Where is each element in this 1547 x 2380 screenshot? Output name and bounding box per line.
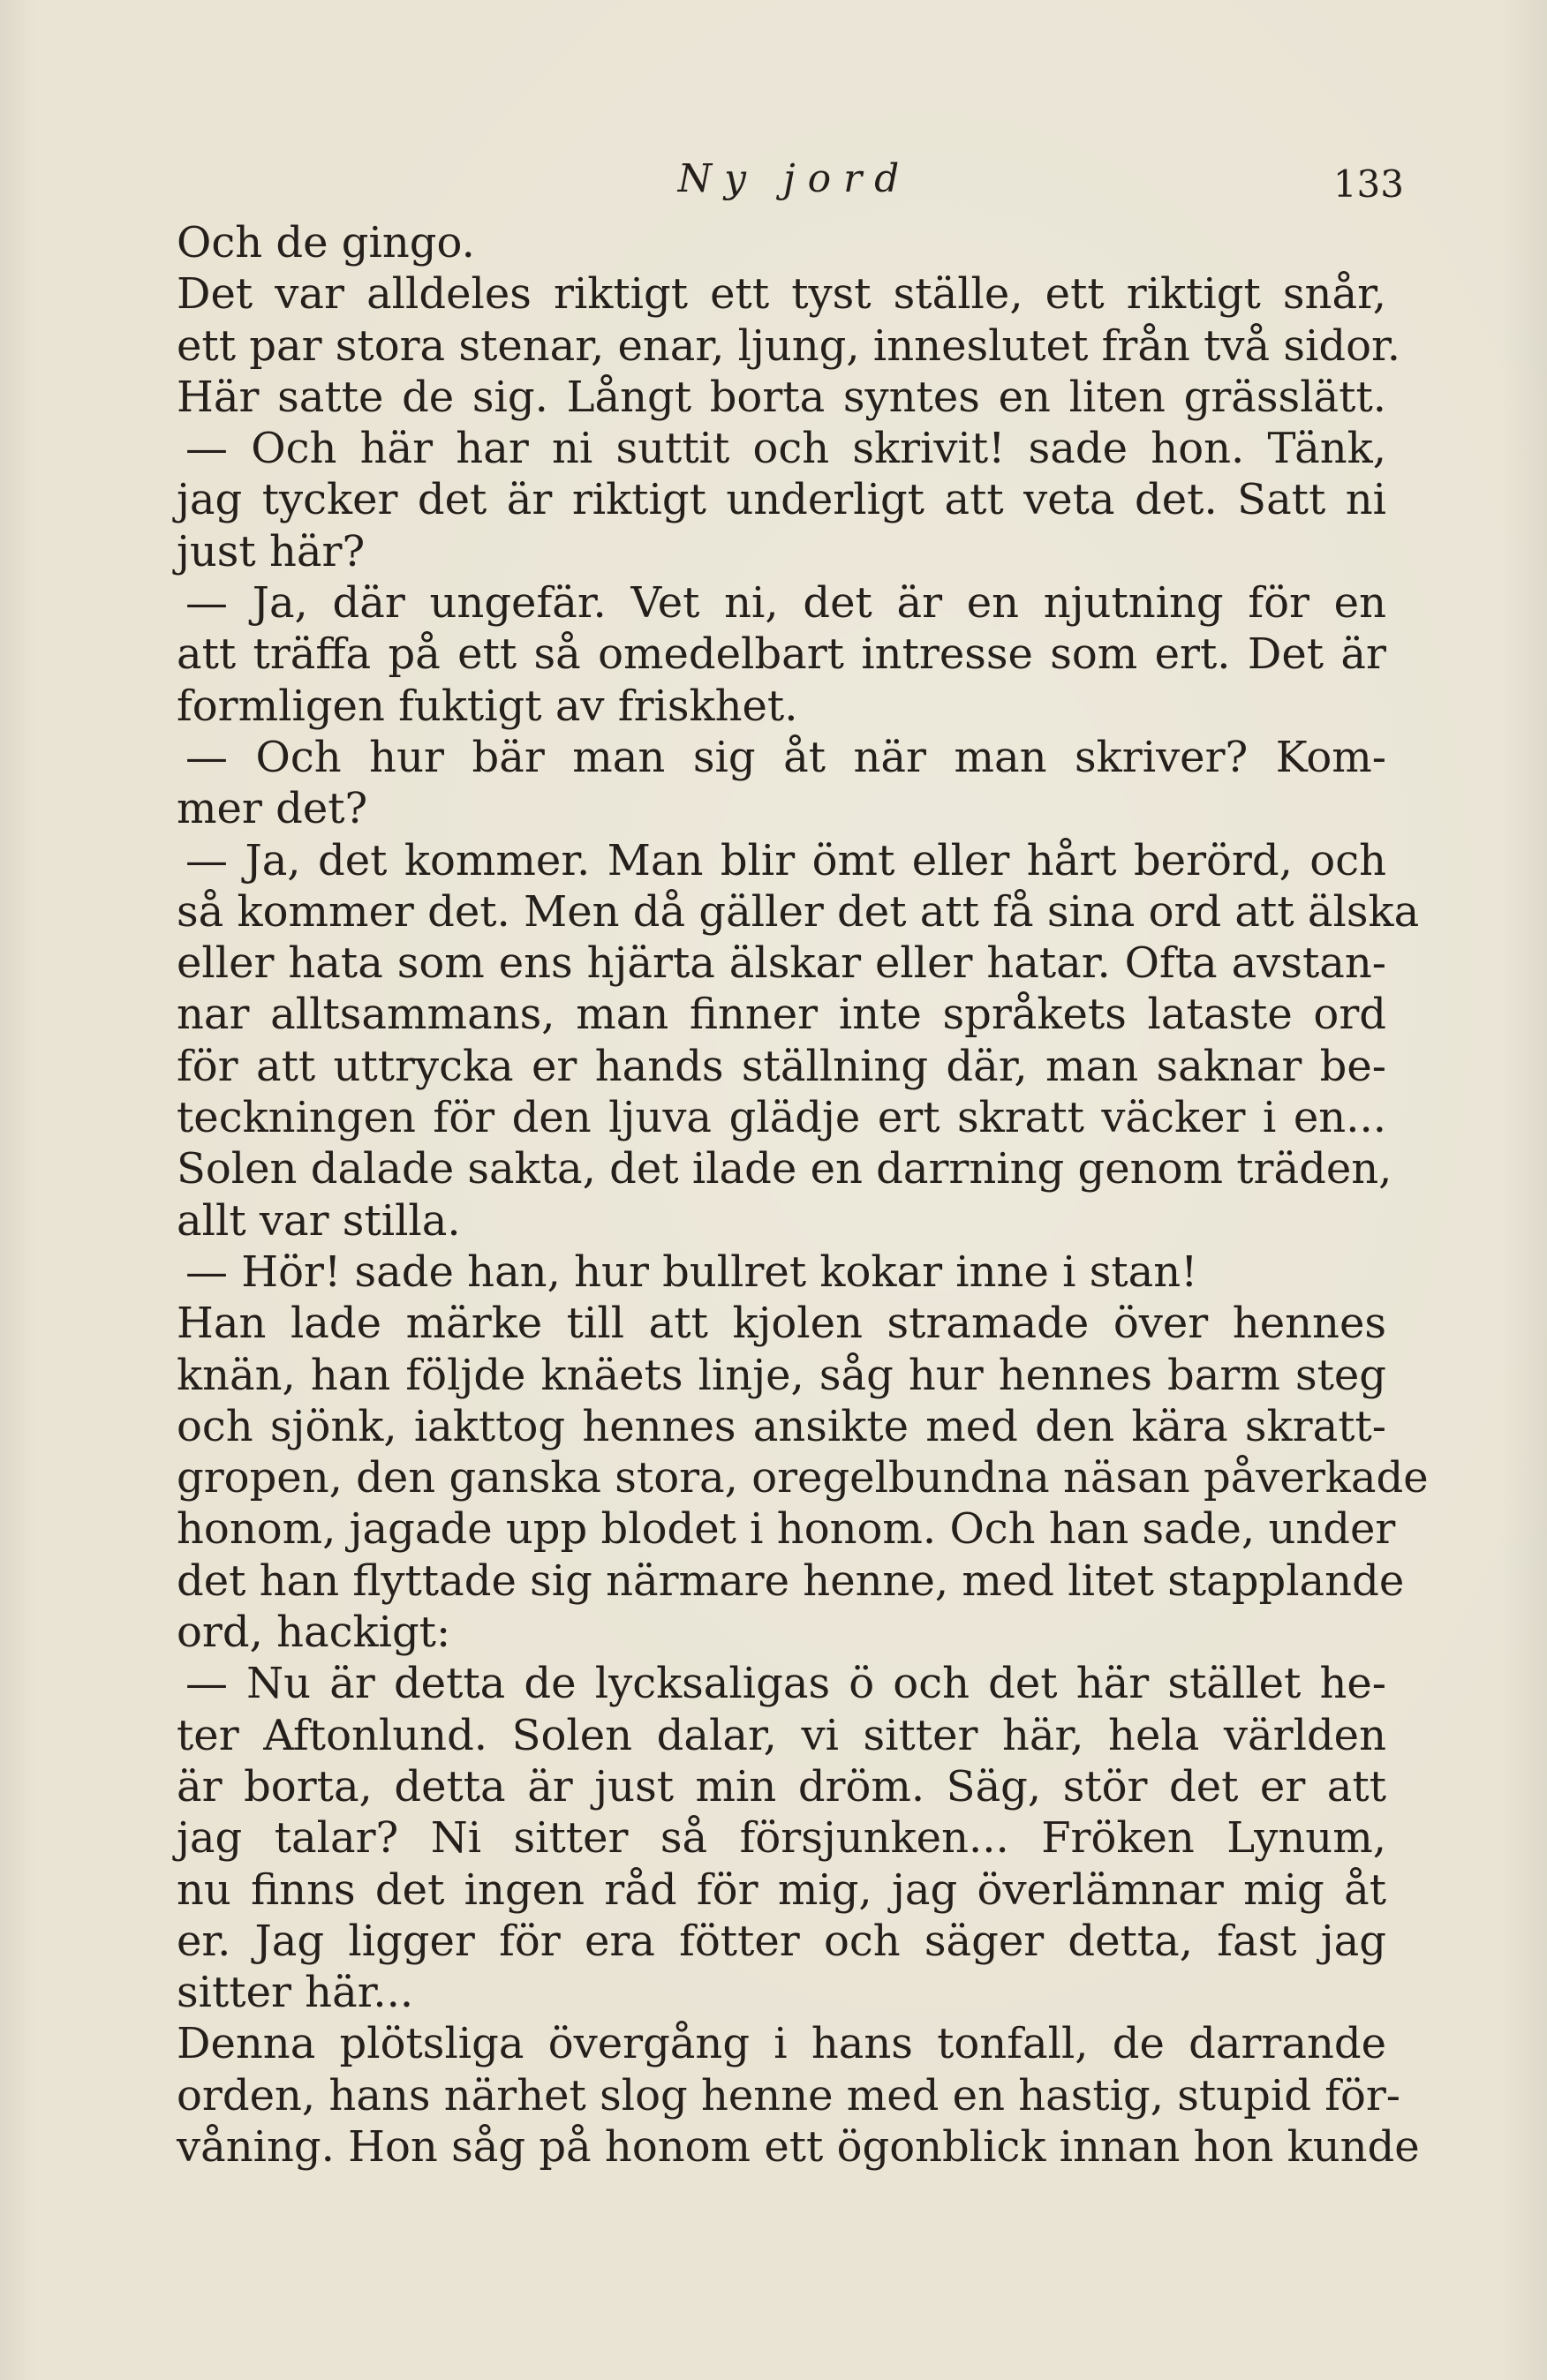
text-line: så kommer det. Men då gäller det att få sina ord att älska	[177, 886, 1420, 937]
text-line: jag tycker det är riktigt underligt att veta det. Satt ni	[177, 475, 1386, 525]
text-line: — Hör! sade han, hur bullret kokar inne i stan!	[185, 1246, 1198, 1297]
text-line: Det var alldeles riktigt ett tyst ställe, ett riktigt snår,	[177, 269, 1386, 320]
running-title: Ny jord	[677, 156, 912, 201]
text-line: Och de gingo.	[177, 218, 475, 267]
text-line: nu finns det ingen råd för mig, jag överlämnar mig åt	[177, 1864, 1386, 1915]
text-line: just här?	[177, 526, 366, 576]
text-line: att träffa på ett så omedelbart intresse som ert. Det är	[177, 629, 1386, 680]
text-line: sitter här...	[177, 1968, 414, 2018]
text-line: det han flyttade sig närmare henne, med litet stapplande	[177, 1555, 1405, 1606]
text-line: — Och här har ni suttit och skrivit! sade hon. Tänk,	[185, 424, 1386, 474]
text-line: gropen, den ganska stora, oregelbundna näsan påverkade	[177, 1453, 1429, 1503]
text-line: Denna plötsliga övergång i hans tonfall, de darrande	[177, 2019, 1386, 2069]
text-line: Han lade märke till att kjolen stramade över hennes	[177, 1299, 1386, 1349]
text-line: för att uttrycka er hands ställning där, man saknar be-	[177, 1041, 1386, 1091]
text-line: formligen fuktigt av friskhet.	[177, 681, 798, 731]
text-line: Solen dalade sakta, det ilade en darrning genom träden,	[177, 1144, 1392, 1194]
text-line: — Och hur bär man sig åt när man skriver? Kom-	[185, 732, 1386, 782]
text-line: — Nu är detta de lycksaligas ö och det här stället he-	[185, 1659, 1386, 1709]
text-line: eller hata som ens hjärta älskar eller hatar. Ofta avstan-	[177, 938, 1386, 989]
text-line: mer det?	[177, 784, 368, 834]
text-line: — Ja, det kommer. Man blir ömt eller hårt berörd, och	[185, 835, 1386, 885]
text-line: ett par stora stenar, enar, ljung, inneslutet från två sidor.	[177, 320, 1400, 371]
text-line: er. Jag ligger för era fötter och säger detta, fast jag	[177, 1916, 1386, 1966]
text-line: jag talar? Ni sitter så försjunken... Fröken Lynum,	[177, 1813, 1386, 1864]
body-text	[177, 217, 1429, 2173]
text-line: — Ja, där ungefär. Vet ni, det är en njutning för en	[185, 578, 1386, 629]
text-line: våning. Hon såg på honom ett ögonblick innan hon kunde	[177, 2121, 1420, 2172]
page-number: 133	[1332, 162, 1404, 206]
text-line: och sjönk, iakttog hennes ansikte med den kära skratt-	[177, 1401, 1386, 1451]
text-line: ord, hackigt:	[177, 1608, 451, 1658]
text-line: är borta, detta är just min dröm. Säg, stör det er att	[177, 1761, 1386, 1811]
page-header	[177, 148, 1413, 210]
text-line: allt var stilla.	[177, 1195, 461, 1246]
text-line: Här satte de sig. Långt borta syntes en liten grässlätt.	[177, 372, 1386, 422]
text-line: honom, jagade upp blodet i honom. Och han sade, under	[177, 1504, 1396, 1555]
text-line: teckningen för den ljuva glädje ert skratt väcker i en...	[177, 1093, 1386, 1143]
text-line: ter Aftonlund. Solen dalar, vi sitter här, hela världen	[177, 1710, 1386, 1760]
text-line: nar alltsammans, man finner inte språkets lataste ord	[177, 990, 1386, 1040]
text-line: orden, hans närhet slog henne med en hastig, stupid för-	[177, 2070, 1401, 2120]
text-line: knän, han följde knäets linje, såg hur hennes barm steg	[177, 1350, 1386, 1400]
